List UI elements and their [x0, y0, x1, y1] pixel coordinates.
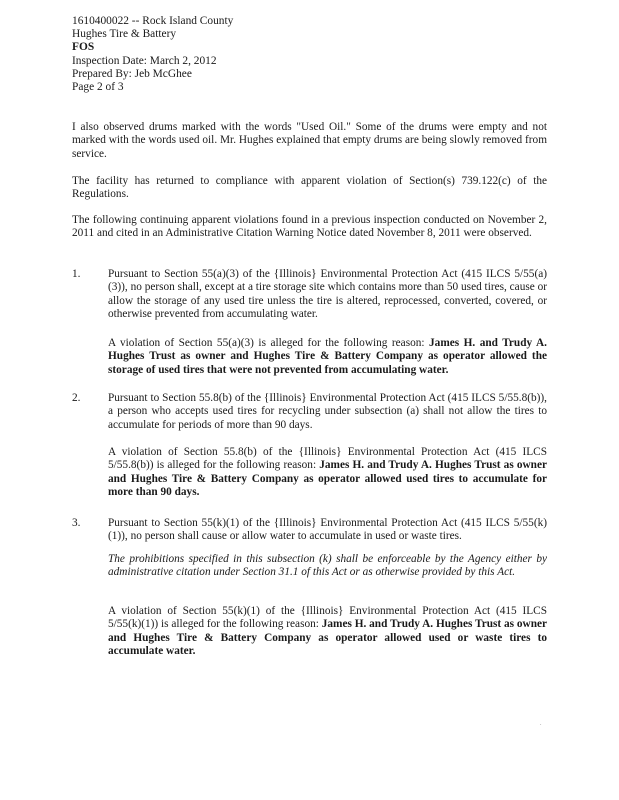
- violation-reason: A violation of Section 55(a)(3) is alleged for the following reason:: [108, 337, 430, 349]
- violation-finding: James H. and Trudy A. Hughes Trust as owner and Hughes Tire & Battery Company as operator allowed the storage of used tires that were not prevented from accumulating water.: [108, 337, 547, 376]
- violation-reason: A violation of Section 55.8(b) of the {Illinois} Environmental Protection Act (415 ILCS 5/55.8(b)) is alleged for the following reason:: [108, 446, 547, 472]
- violation-finding: James H. and Trudy A. Hughes Trust as owner and Hughes Tire & Battery Company as operator allowed used or waste tires to accumulate water.: [108, 618, 548, 658]
- header-prepared-by: Prepared By: Jeb McGhee: [72, 67, 192, 80]
- item-violation: [108, 446, 547, 500]
- header-page-number: Page 2 of 3: [72, 81, 124, 94]
- item-italic-note: [108, 553, 547, 580]
- paragraph-continuing-violations: The following continuing apparent violations found in a previous inspection conducted on November 2, 2011 and cited in an Administrative Citation Warning Notice dated November 8, 2011 were observed.: [72, 214, 547, 240]
- paragraph-compliance: The facility has returned to compliance with apparent violation of Section(s) 739.122(c) of the Regulations.: [72, 175, 547, 201]
- italic-note-text: The prohibitions specified in this subsection (k) shall be enforceable by the Agency either by administrative citation under Section 31.1 of this Act or as otherwise provided by this Act.: [108, 553, 547, 579]
- item-number: 3.: [72, 517, 81, 529]
- violation-reason: A violation of Section 55(k)(1) of the {Illinois} Environmental Protection Act (415 ILCS 5/55(k)(1)) is alleged for the following reason:: [108, 605, 547, 631]
- page-header: [72, 15, 233, 94]
- header-program: FOS: [72, 41, 95, 54]
- item-number: 2.: [72, 392, 81, 404]
- item-text: Pursuant to Section 55(a)(3) of the {Illinois} Environmental Protection Act (415 ILCS 5/55(a)(3)), no person shall, except at a tire storage site which contains more than 50 used tires, cause or allow the storage of any used tire unless the tire is altered, reprocessed, converted, covered, or otherwise prevented from accumulating water.: [108, 268, 547, 321]
- item-violation: [108, 605, 547, 659]
- violation-finding: James H. and Trudy A. Hughes Trust as owner and Hughes Tire & Battery Company as operator allowed used tires to accumulate for more than 90 days.: [108, 459, 547, 499]
- item-text: Pursuant to Section 55(k)(1) of the {Illinois} Environmental Protection Act (415 ILCS 5/55(k)(1)), no person shall cause or allow water to accumulate in used or waste tires.: [108, 517, 547, 543]
- item-violation: [108, 337, 547, 377]
- item-number: 1.: [72, 268, 81, 280]
- header-inspection-date: Inspection Date: March 2, 2012: [72, 54, 217, 67]
- scan-speck: .: [540, 721, 542, 727]
- item-text: Pursuant to Section 55.8(b) of the {Illinois} Environmental Protection Act (415 ILCS 5/55.8(b)), a person who accepts used tires for recycling under subsection (a) shall not allow the tires to accumulate for periods of more than 90 days.: [108, 392, 547, 431]
- header-site-id: 1610400022 -- Rock Island County: [72, 15, 234, 27]
- header-facility: Hughes Tire & Battery: [72, 28, 177, 41]
- paragraph-used-oil: I also observed drums marked with the words "Used Oil." Some of the drums were empty and not marked with the words used oil. Mr. Hughes explained that empty drums are being slowly removed from service.: [72, 121, 547, 160]
